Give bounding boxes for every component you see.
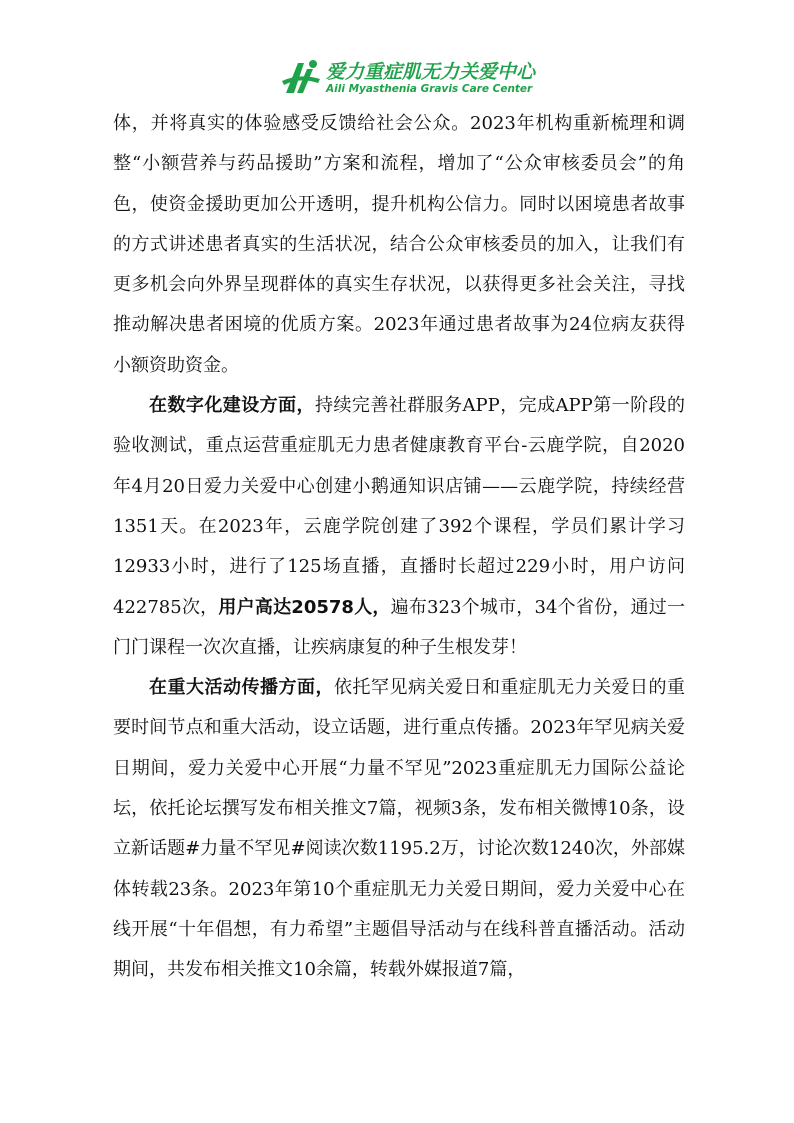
- logo-text: [326, 62, 535, 96]
- digital-text-part-1: 持续完善社群服务APP，完成APP第一阶段的验收测试，重点运营重症肌无力患者健康教育平台-云鹿学院，自2020年4月20日爱力关爱中心创建小鹅通知识店铺——云鹿学院，持续经营1351天。在2023年，云鹿学院创建了392个课程，学员们累计学习12933小时，进行了125场直播，直播时长超过229小时，用户访问422785次，: [113, 395, 685, 618]
- section-heading-events: 在重大活动传播方面，: [149, 677, 334, 699]
- document-body: [113, 104, 685, 991]
- events-text: 依托罕见病关爱日和重症肌无力关爱日的重要时间节点和重大活动，设立话题，进行重点传播。2023年罕见病关爱日期间，爱力关爱中心开展“力量不罕见”2023重症肌无力国际公益论坛，依托论坛撰写发布相关推文7篇，视频3条，发布相关微博10条，设立新话题#力量不罕见#阅读次数1195.2万，讨论次数1240次，外部媒体转载23条。2023年第10个重症肌无力关爱日期间，爱力关爱中心在线开展“十年倡想，有力希望”主题倡导活动与在线科普直播活动。活动期间，共发布相关推文10余篇，转载外媒报道7篇，: [113, 677, 685, 981]
- page-header: [280, 58, 535, 100]
- digital-text-part-2: 遍布323个城市，34个省份，通过一门门课程一次次直播，让疾病康复的种子生根发芽！: [113, 596, 685, 658]
- aili-logo-icon: [280, 59, 322, 99]
- paragraph-patient-stories: 体，并将真实的体验感受反馈给社会公众。2023年机构重新梳理和调整“小额营养与药品援助”方案和流程，增加了“公众审核委员会”的角色，使资金援助更加公开透明，提升机构公信力。同时以困境患者故事的方式讲述患者真实的生活状况，结合公众审核委员的加入，让我们有更多机会向外界呈现群体的真实生存状况，以获得更多社会关注，寻找推动解决患者困境的优质方案。2023年通过患者故事为24位病友获得小额资助资金。: [113, 113, 685, 376]
- logo-chinese-name: 爱力重症肌无力关爱中心: [326, 61, 536, 83]
- section-heading-digital: 在数字化建设方面，: [149, 395, 315, 417]
- paragraph-major-events: [113, 668, 685, 990]
- digital-highlight-users: 用户高达20578人，: [218, 596, 391, 618]
- paragraph-digital-construction: [113, 386, 685, 668]
- logo-english-name: Aili Myasthenia Gravis Care Center: [326, 83, 533, 95]
